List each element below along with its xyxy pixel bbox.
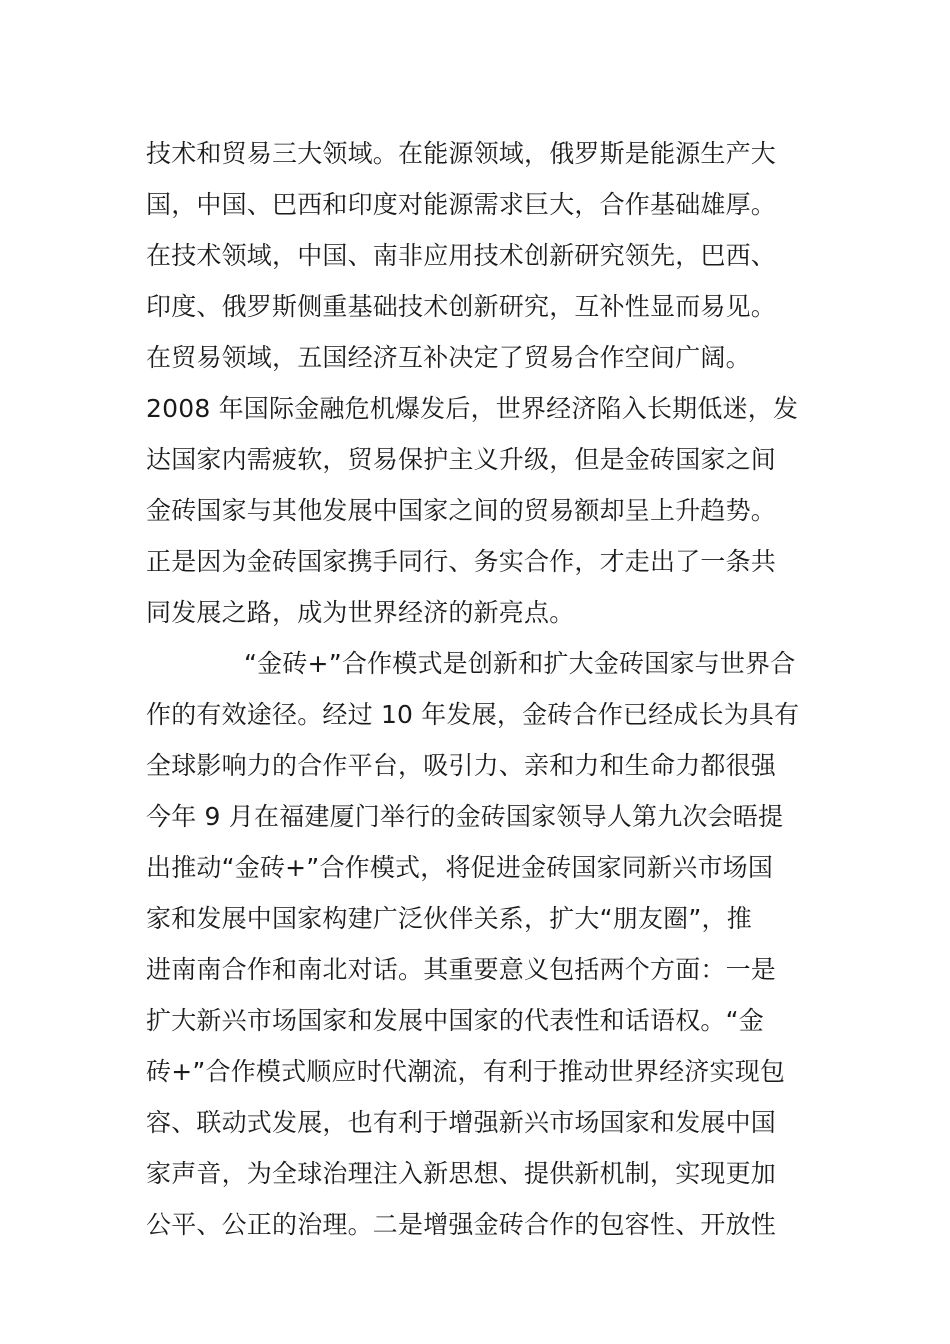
text-line: 出推动“金砖+”合作模式，将促进金砖国家同新兴市场国 [146,853,774,882]
text-line: 扩大新兴市场国家和发展中国家的代表性和话语权。“金 [146,1006,764,1035]
text-line: 2008 年国际金融危机爆发后，世界经济陷入长期低迷，发 [146,394,799,423]
text-line: 家声音，为全球治理注入新思想、提供新机制，实现更加 [146,1159,777,1188]
text-line: 国，中国、巴西和印度对能源需求巨大，合作基础雄厚。 [146,190,777,219]
text-line: 全球影响力的合作平台，吸引力、亲和力和生命力都很强 [146,751,777,780]
text-line: 今年 9 月在福建厦门举行的金砖国家领导人第九次会晤提 [146,802,784,831]
text-line: 砖+”合作模式顺应时代潮流，有利于推动世界经济实现包 [146,1057,786,1086]
text-line: 金砖国家与其他发展中国家之间的贸易额却呈上升趋势。 [146,496,777,525]
text-line: 在技术领域，中国、南非应用技术创新研究领先，巴西、 [146,241,777,270]
text-line: “金砖+”合作模式是创新和扩大金砖国家与世界合 [244,649,796,678]
text-line: 家和发展中国家构建广泛伙伴关系，扩大“朋友圈”，推 [146,904,752,933]
paragraph-2 [146,638,806,1250]
text-line: 作的有效途径。经过 10 年发展，金砖合作已经成长为具有 [146,700,800,729]
body-text [146,128,806,1250]
text-line: 容、联动式发展，也有利于增强新兴市场国家和发展中国 [146,1108,777,1137]
paragraph-1 [146,128,806,638]
text-line: 同发展之路，成为世界经济的新亮点。 [146,598,575,627]
text-line: 进南南合作和南北对话。其重要意义包括两个方面：一是 [146,955,777,984]
text-line: 技术和贸易三大领域。在能源领域，俄罗斯是能源生产大 [146,139,777,168]
text-line: 达国家内需疲软，贸易保护主义升级，但是金砖国家之间 [146,445,777,474]
text-line: 公平、公正的治理。二是增强金砖合作的包容性、开放性 [146,1210,777,1239]
text-line: 印度、俄罗斯侧重基础技术创新研究，互补性显而易见。 [146,292,777,321]
text-line: 正是因为金砖国家携手同行、务实合作，才走出了一条共 [146,547,777,576]
text-line: 在贸易领域，五国经济互补决定了贸易合作空间广阔。 [146,343,751,372]
